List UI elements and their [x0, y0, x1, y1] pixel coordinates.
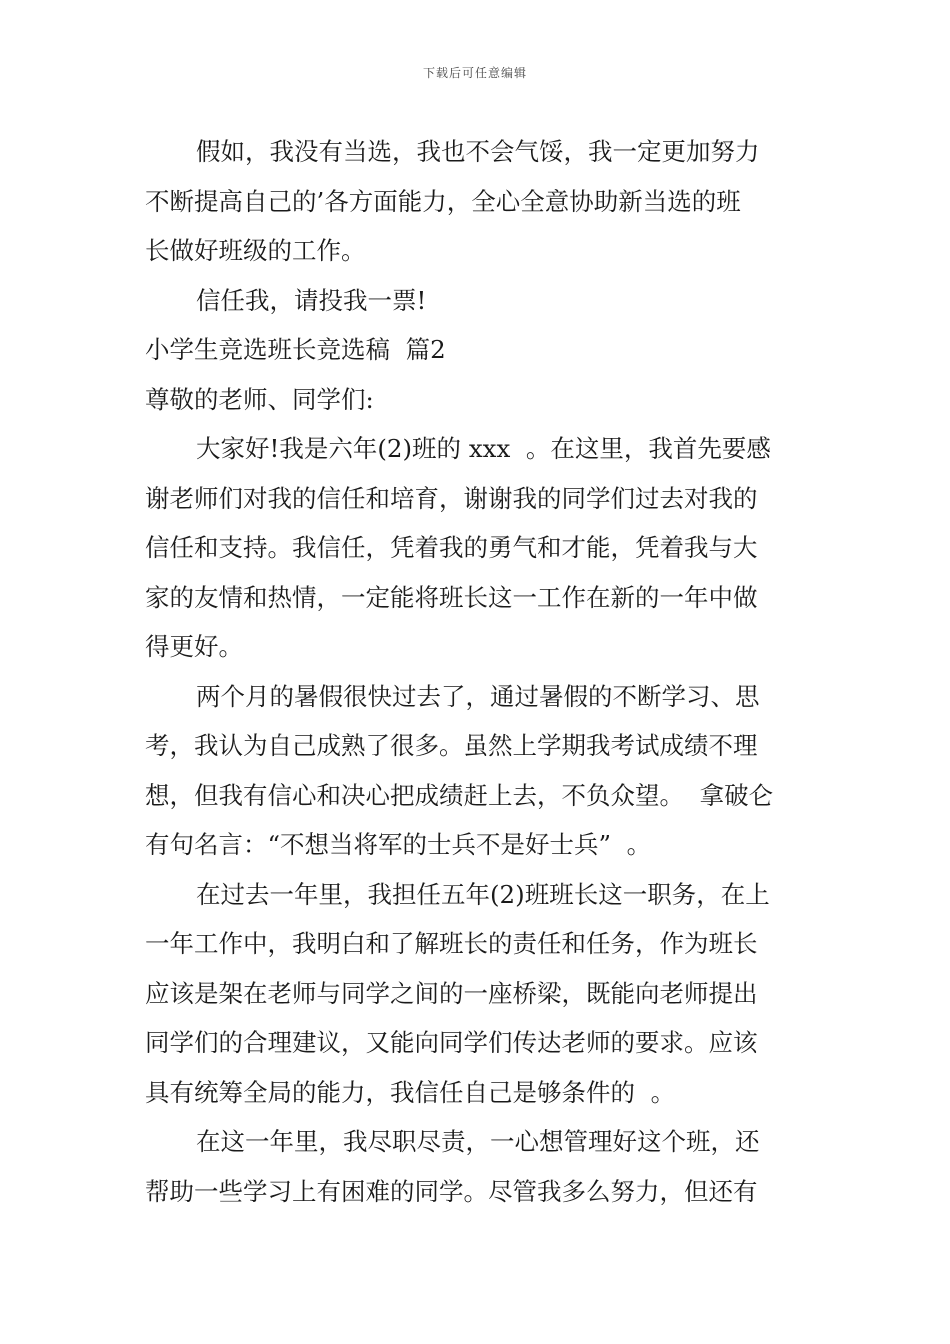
document-body: [145, 127, 810, 1216]
page-header: 下载后可任意编辑: [422, 66, 527, 80]
text-line: 长做好班级的工作。: [145, 236, 366, 265]
paragraph-2: [145, 276, 810, 326]
section-title: 小学生竞选班长竞选稿 篇2: [145, 335, 446, 364]
salutation: 尊敬的老师、同学们:: [145, 384, 374, 414]
text-line: 同学们的合理建议，又能向同学们传达老师的要求。应该: [145, 1028, 758, 1057]
text-line: 考，我认为自己成熟了很多。虽然上学期我考试成绩不理: [145, 731, 758, 760]
text-line: 谢老师们对我的信任和培育，谢谢我的同学们过去对我的: [145, 483, 758, 513]
paragraph-5: [145, 870, 810, 1118]
text-line: 两个月的暑假很快过去了，通过暑假的不断学习、思: [196, 681, 760, 711]
text-line: 信任和支持。我信任，凭着我的勇气和才能，凭着我与大: [145, 533, 758, 562]
text-line: 大家好!我是六年(2)班的 xxx 。在这里，我首先要感: [196, 434, 771, 463]
text-line: 应该是架在老师与同学之间的一座桥梁，既能向老师提出: [145, 978, 758, 1008]
text-line: 帮助一些学习上有困难的同学。尽管我多么努力，但还有: [145, 1176, 758, 1206]
paragraph-6: [145, 1117, 810, 1216]
text-line: 具有统筹全局的能力，我信任自己是够条件的 。: [145, 1077, 676, 1107]
text-line: 不断提高自己的’各方面能力，全心全意协助新当选的班: [145, 186, 741, 216]
text-line: 信任我，请投我一票!: [196, 285, 427, 315]
text-line: 在这一年里，我尽职尽责，一心想管理好这个班，还: [196, 1127, 760, 1156]
text-line: 家的友情和热情，一定能将班长这一工作在新的一年中做: [145, 582, 758, 612]
text-line: 假如，我没有当选，我也不会气馁，我一定更加努力: [196, 137, 760, 166]
text-line: 在过去一年里，我担任五年(2)班班长这一职务，在上: [196, 879, 770, 909]
text-line: 一年工作中，我明白和了解班长的责任和任务，作为班长: [145, 929, 758, 958]
text-line: 得更好。: [145, 632, 243, 661]
paragraph-1: [145, 127, 810, 276]
paragraph-4: [145, 672, 810, 870]
text-line: 有句名言：“不想当将军的士兵不是好士兵” 。: [145, 830, 652, 859]
paragraph-3: [145, 424, 810, 672]
text-line: 想，但我有信心和决心把成绩赶上去，不负众望。 拿破仑: [145, 780, 774, 810]
